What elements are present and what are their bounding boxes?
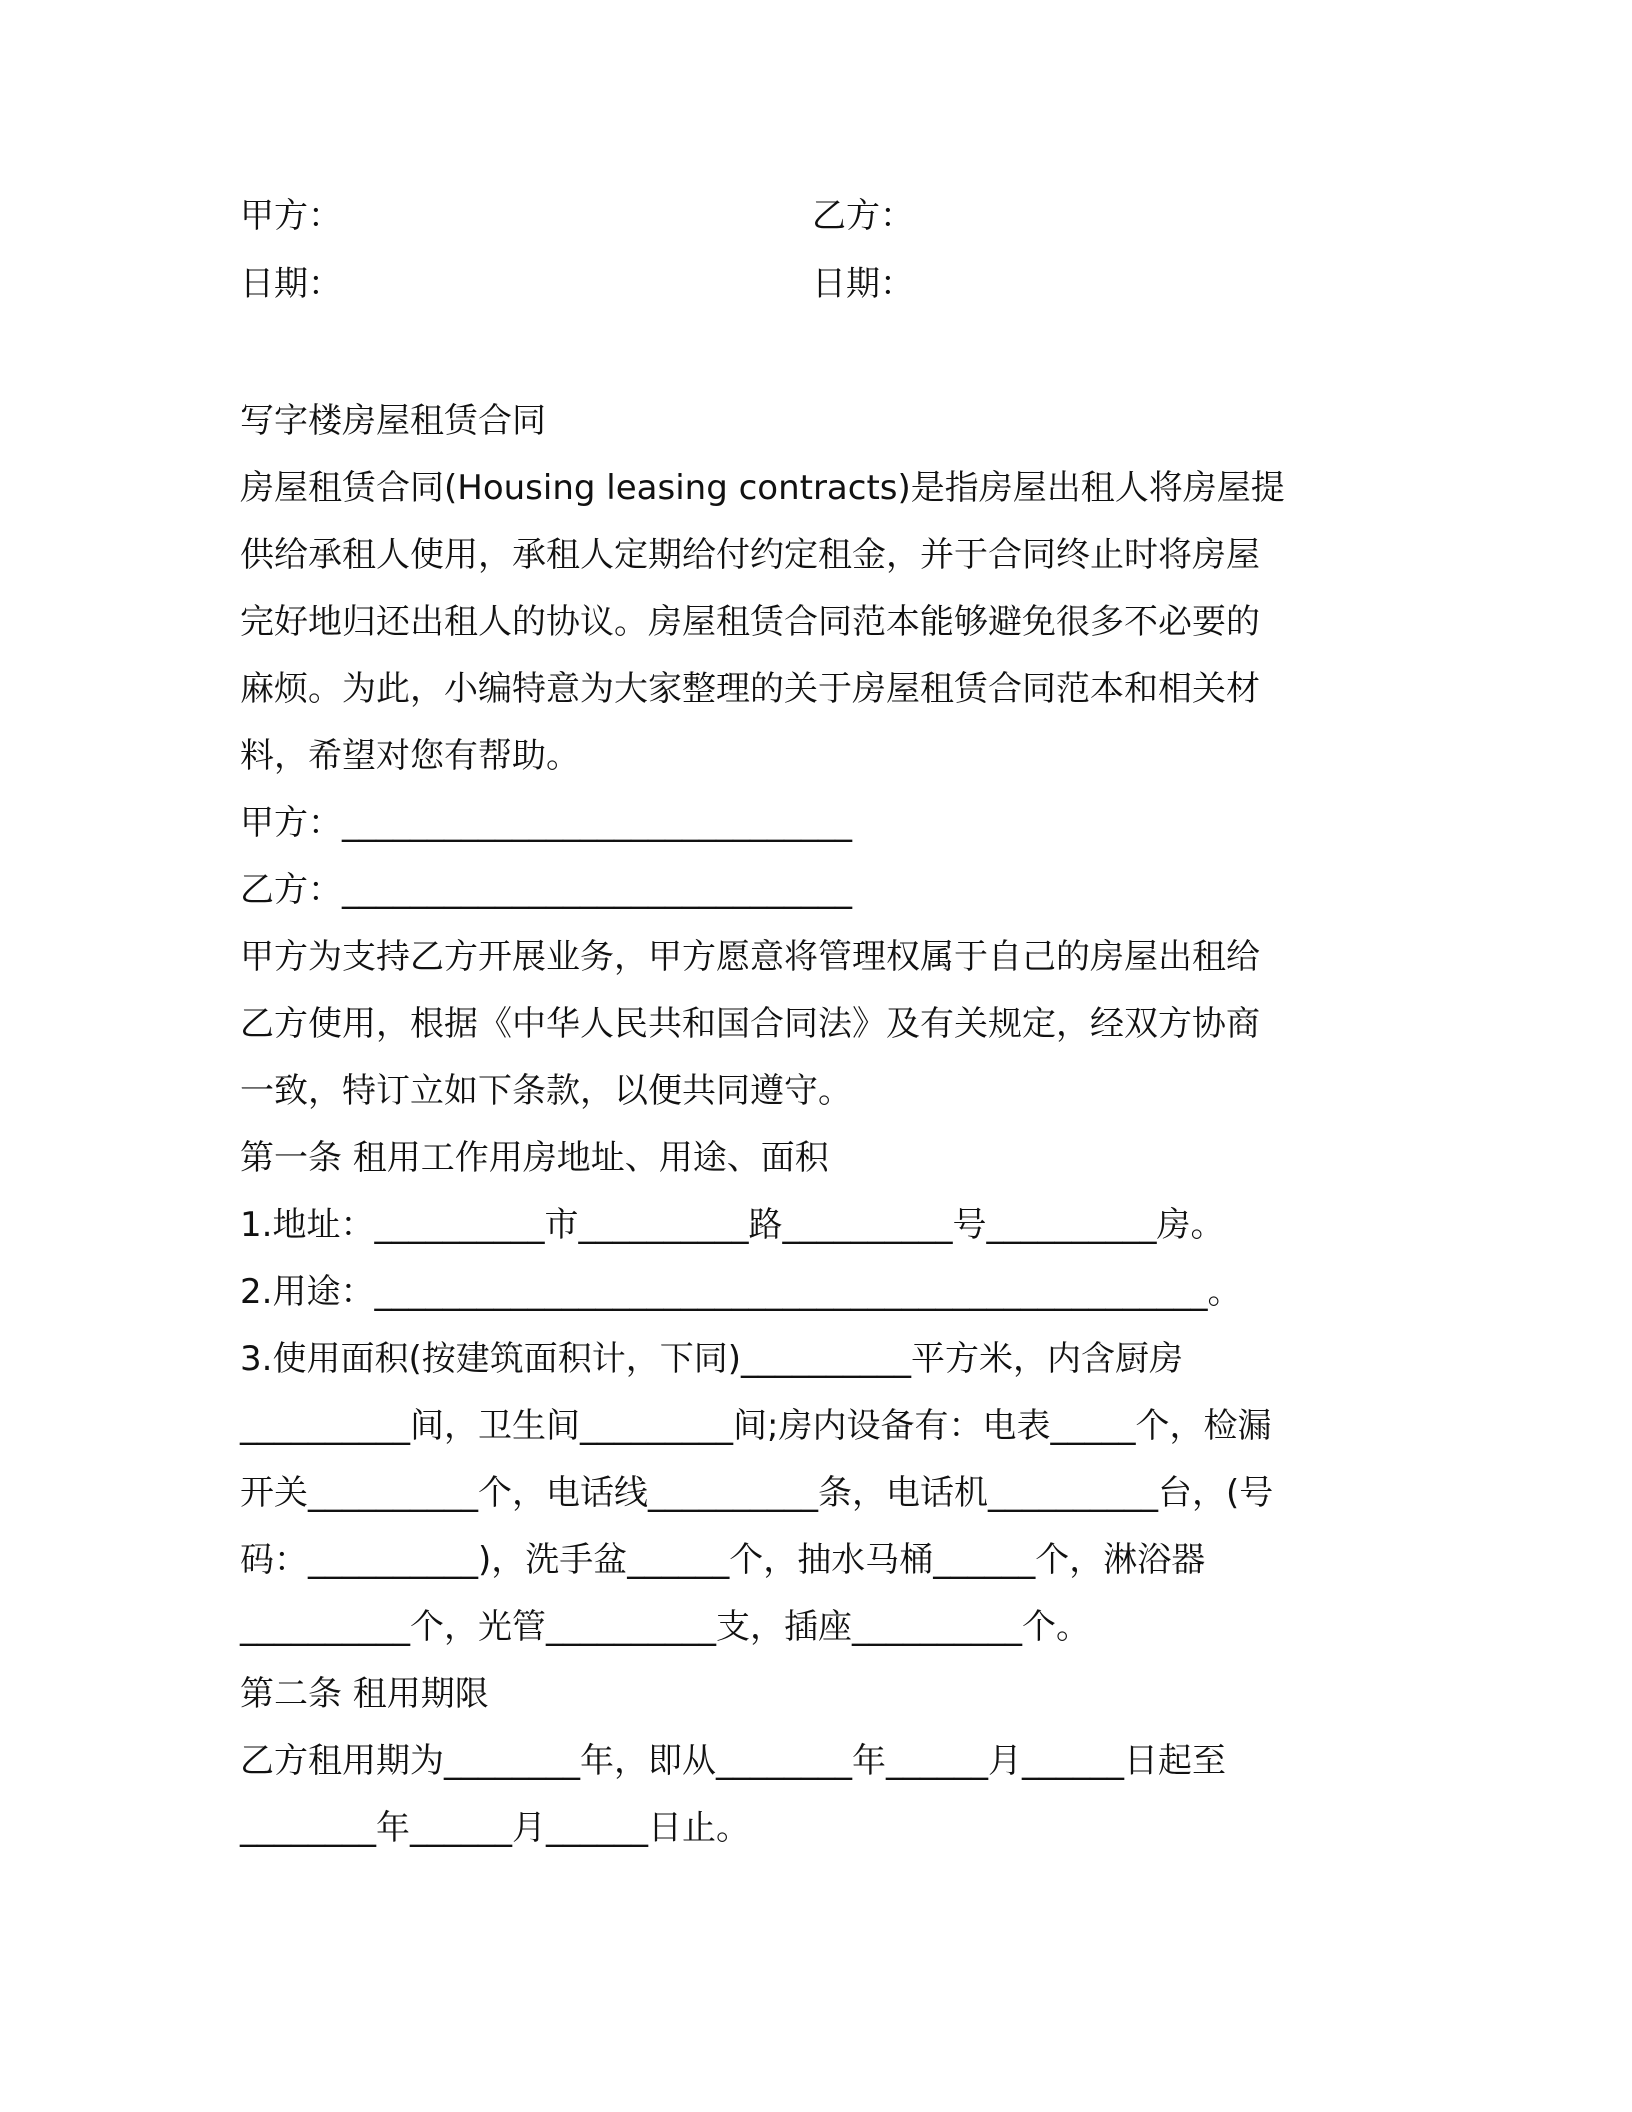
preamble-line: 一致，特订立如下条款，以便共同遵守。: [240, 1071, 852, 1111]
party-b-line: 乙方：______________________________: [240, 870, 852, 910]
signature-row-dates: [240, 264, 914, 304]
article-1-area-line: 码：__________)，洗手盆______个，抽水马桶______个，淋浴器: [240, 1540, 1206, 1580]
article-2-term-line: ________年______月______日止。: [240, 1808, 750, 1848]
article-1-usage: 2.用途：_________________________________________________。: [240, 1272, 1242, 1312]
intro-line: 房屋租赁合同(Housing leasing contracts)是指房屋出租人将房屋提: [240, 468, 1285, 508]
article-1-area-line: __________间，卫生间_________间;房内设备有：电表_____个，检漏: [240, 1406, 1272, 1446]
preamble-line: 甲方为支持乙方开展业务，甲方愿意将管理权属于自己的房屋出租给: [240, 937, 1260, 977]
party-a-signature-label: 甲方：: [240, 196, 342, 236]
intro-line: 料，希望对您有帮助。: [240, 736, 580, 776]
intro-line: 供给承租人使用，承租人定期给付约定租金，并于合同终止时将房屋: [240, 535, 1260, 575]
intro-line: 麻烦。为此，小编特意为大家整理的关于房屋租赁合同范本和相关材: [240, 669, 1260, 709]
contract-body: [240, 388, 1390, 1862]
intro-line: 完好地归还出租人的协议。房屋租赁合同范本能够避免很多不必要的: [240, 602, 1260, 642]
article-1-area-line: 3.使用面积(按建筑面积计，下同)__________平方米，内含厨房: [240, 1339, 1183, 1379]
date-right-label: 日期：: [812, 264, 914, 304]
article-2-term-line: 乙方租用期为________年，即从________年______月______日起至: [240, 1741, 1226, 1781]
signature-row-parties: [240, 196, 914, 236]
party-b-signature-label: 乙方：: [812, 196, 914, 236]
article-1-area-line: __________个，光管__________支，插座__________个。: [240, 1607, 1090, 1647]
article-1-address: 1.地址：__________市__________路__________号__________房。: [240, 1205, 1225, 1245]
document-title: 写字楼房屋租赁合同: [240, 401, 546, 441]
party-a-line: 甲方：______________________________: [240, 803, 852, 843]
date-left-label: 日期：: [240, 264, 342, 304]
article-2-heading: 第二条 租用期限: [240, 1674, 489, 1714]
article-1-area-line: 开关__________个，电话线__________条，电话机__________台，(号: [240, 1473, 1274, 1513]
preamble-line: 乙方使用，根据《中华人民共和国合同法》及有关规定，经双方协商: [240, 1004, 1260, 1044]
article-1-heading: 第一条 租用工作用房地址、用途、面积: [240, 1138, 829, 1178]
